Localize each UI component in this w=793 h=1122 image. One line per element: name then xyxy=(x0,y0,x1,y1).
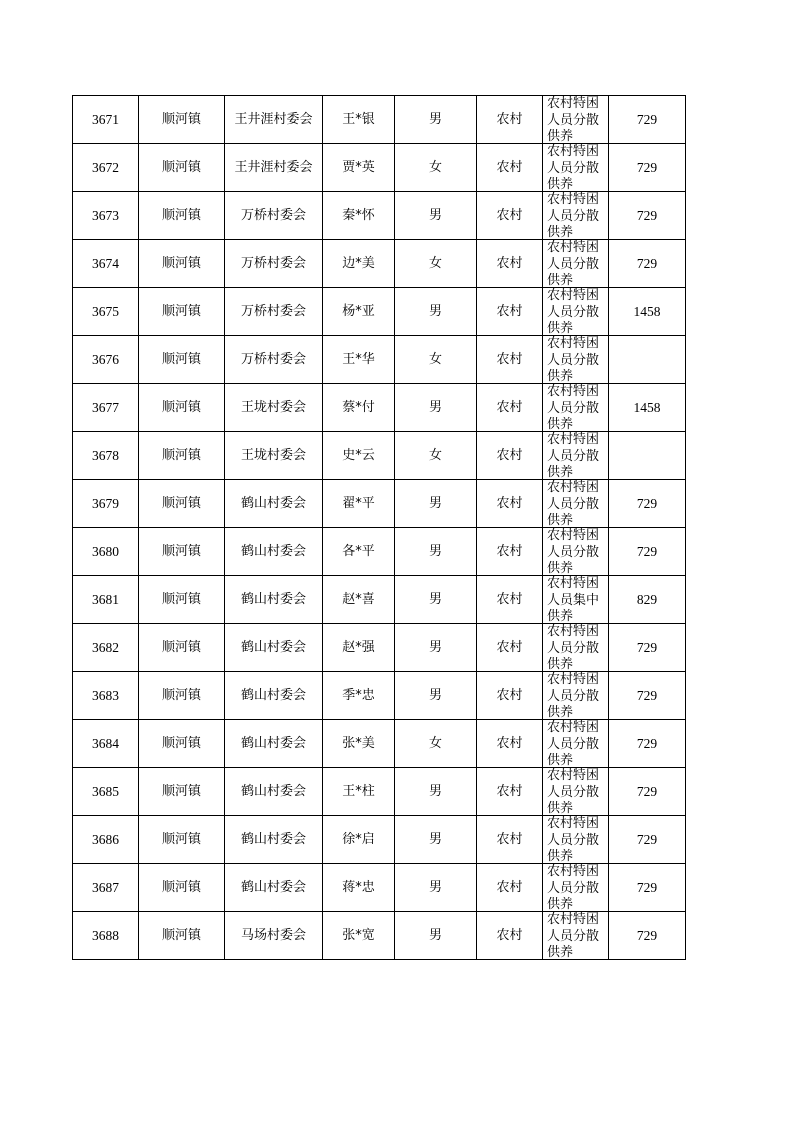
cell-village-committee: 鹤山村委会 xyxy=(225,768,323,816)
cell-person-name: 翟*平 xyxy=(323,480,395,528)
cell-gender: 女 xyxy=(395,240,477,288)
cell-gender: 男 xyxy=(395,912,477,960)
cell-amount: 1458 xyxy=(609,384,686,432)
table-row xyxy=(73,816,686,864)
support-type-text: 农村特困人员分散供养 xyxy=(547,816,600,863)
cell-gender: 男 xyxy=(395,528,477,576)
cell-serial-number: 3685 xyxy=(73,768,139,816)
cell-serial-number: 3679 xyxy=(73,480,139,528)
support-type-text: 农村特困人员分散供养 xyxy=(547,96,600,143)
support-type-text: 农村特困人员分散供养 xyxy=(547,432,600,479)
cell-area-type: 农村 xyxy=(477,144,543,192)
cell-serial-number: 3681 xyxy=(73,576,139,624)
cell-village-committee: 鹤山村委会 xyxy=(225,576,323,624)
cell-support-type xyxy=(543,912,609,960)
cell-person-name: 季*忠 xyxy=(323,672,395,720)
support-type-text: 农村特困人员分散供养 xyxy=(547,720,600,767)
cell-support-type xyxy=(543,864,609,912)
table-row xyxy=(73,480,686,528)
cell-gender: 男 xyxy=(395,480,477,528)
cell-amount: 729 xyxy=(609,864,686,912)
cell-serial-number: 3674 xyxy=(73,240,139,288)
cell-amount: 729 xyxy=(609,672,686,720)
cell-amount xyxy=(609,432,686,480)
cell-support-type xyxy=(543,288,609,336)
cell-village-committee: 鹤山村委会 xyxy=(225,480,323,528)
cell-person-name: 蒋*忠 xyxy=(323,864,395,912)
support-type-text: 农村特困人员分散供养 xyxy=(547,768,600,815)
cell-area-type: 农村 xyxy=(477,768,543,816)
cell-gender: 男 xyxy=(395,288,477,336)
cell-person-name: 边*美 xyxy=(323,240,395,288)
cell-town: 顺河镇 xyxy=(139,624,225,672)
support-type-text: 农村特困人员分散供养 xyxy=(547,624,600,671)
cell-serial-number: 3671 xyxy=(73,96,139,144)
cell-gender: 男 xyxy=(395,864,477,912)
cell-serial-number: 3673 xyxy=(73,192,139,240)
cell-village-committee: 万桥村委会 xyxy=(225,240,323,288)
support-type-text: 农村特困人员分散供养 xyxy=(547,336,600,383)
cell-serial-number: 3687 xyxy=(73,864,139,912)
cell-area-type: 农村 xyxy=(477,816,543,864)
cell-village-committee: 王井涯村委会 xyxy=(225,96,323,144)
cell-gender: 男 xyxy=(395,192,477,240)
cell-amount: 729 xyxy=(609,240,686,288)
cell-support-type xyxy=(543,432,609,480)
table-row xyxy=(73,288,686,336)
cell-serial-number: 3683 xyxy=(73,672,139,720)
cell-village-committee: 鹤山村委会 xyxy=(225,528,323,576)
cell-person-name: 赵*强 xyxy=(323,624,395,672)
support-type-text: 农村特困人员分散供养 xyxy=(547,672,600,719)
support-type-text: 农村特困人员分散供养 xyxy=(547,240,600,287)
cell-area-type: 农村 xyxy=(477,480,543,528)
cell-gender: 女 xyxy=(395,432,477,480)
cell-support-type xyxy=(543,816,609,864)
cell-town: 顺河镇 xyxy=(139,96,225,144)
cell-person-name: 张*宽 xyxy=(323,912,395,960)
cell-village-committee: 鹤山村委会 xyxy=(225,816,323,864)
cell-serial-number: 3677 xyxy=(73,384,139,432)
cell-village-committee: 鹤山村委会 xyxy=(225,624,323,672)
table-row xyxy=(73,672,686,720)
cell-town: 顺河镇 xyxy=(139,192,225,240)
cell-person-name: 张*美 xyxy=(323,720,395,768)
cell-village-committee: 王垅村委会 xyxy=(225,432,323,480)
cell-area-type: 农村 xyxy=(477,384,543,432)
support-type-text: 农村特困人员分散供养 xyxy=(547,384,600,431)
cell-gender: 男 xyxy=(395,624,477,672)
cell-village-committee: 万桥村委会 xyxy=(225,288,323,336)
records-table xyxy=(72,95,686,960)
table-row xyxy=(73,432,686,480)
cell-area-type: 农村 xyxy=(477,864,543,912)
cell-person-name: 蔡*付 xyxy=(323,384,395,432)
cell-town: 顺河镇 xyxy=(139,720,225,768)
cell-support-type xyxy=(543,624,609,672)
cell-amount: 729 xyxy=(609,720,686,768)
cell-person-name: 王*柱 xyxy=(323,768,395,816)
cell-amount: 729 xyxy=(609,816,686,864)
cell-town: 顺河镇 xyxy=(139,336,225,384)
cell-amount: 729 xyxy=(609,528,686,576)
cell-support-type xyxy=(543,480,609,528)
support-type-text: 农村特困人员分散供养 xyxy=(547,192,600,239)
cell-gender: 男 xyxy=(395,768,477,816)
cell-area-type: 农村 xyxy=(477,336,543,384)
cell-amount: 729 xyxy=(609,480,686,528)
cell-support-type xyxy=(543,528,609,576)
cell-amount: 1458 xyxy=(609,288,686,336)
cell-gender: 男 xyxy=(395,384,477,432)
cell-amount: 729 xyxy=(609,768,686,816)
support-type-text: 农村特困人员分散供养 xyxy=(547,144,600,191)
cell-village-committee: 马场村委会 xyxy=(225,912,323,960)
cell-serial-number: 3682 xyxy=(73,624,139,672)
cell-town: 顺河镇 xyxy=(139,768,225,816)
table-row xyxy=(73,240,686,288)
table-row xyxy=(73,96,686,144)
cell-area-type: 农村 xyxy=(477,240,543,288)
cell-town: 顺河镇 xyxy=(139,480,225,528)
cell-person-name: 王*华 xyxy=(323,336,395,384)
table-body xyxy=(73,96,686,960)
cell-town: 顺河镇 xyxy=(139,288,225,336)
cell-town: 顺河镇 xyxy=(139,528,225,576)
cell-gender: 女 xyxy=(395,336,477,384)
cell-serial-number: 3672 xyxy=(73,144,139,192)
cell-person-name: 史*云 xyxy=(323,432,395,480)
support-type-text: 农村特困人员分散供养 xyxy=(547,864,600,911)
table-row xyxy=(73,384,686,432)
cell-support-type xyxy=(543,576,609,624)
table-row xyxy=(73,768,686,816)
cell-area-type: 农村 xyxy=(477,576,543,624)
cell-town: 顺河镇 xyxy=(139,672,225,720)
cell-gender: 男 xyxy=(395,672,477,720)
cell-person-name: 赵*喜 xyxy=(323,576,395,624)
cell-amount xyxy=(609,336,686,384)
cell-serial-number: 3675 xyxy=(73,288,139,336)
support-type-text: 农村特困人员集中供养 xyxy=(547,576,600,623)
cell-support-type xyxy=(543,240,609,288)
cell-support-type xyxy=(543,96,609,144)
cell-amount: 729 xyxy=(609,624,686,672)
table-row xyxy=(73,912,686,960)
cell-serial-number: 3678 xyxy=(73,432,139,480)
cell-support-type xyxy=(543,768,609,816)
table-row xyxy=(73,576,686,624)
cell-area-type: 农村 xyxy=(477,528,543,576)
cell-person-name: 杨*亚 xyxy=(323,288,395,336)
cell-village-committee: 万桥村委会 xyxy=(225,336,323,384)
cell-serial-number: 3676 xyxy=(73,336,139,384)
cell-serial-number: 3686 xyxy=(73,816,139,864)
cell-town: 顺河镇 xyxy=(139,816,225,864)
cell-town: 顺河镇 xyxy=(139,912,225,960)
cell-area-type: 农村 xyxy=(477,288,543,336)
cell-village-committee: 鹤山村委会 xyxy=(225,864,323,912)
cell-town: 顺河镇 xyxy=(139,864,225,912)
table-row xyxy=(73,144,686,192)
support-type-text: 农村特困人员分散供养 xyxy=(547,528,600,575)
table-row xyxy=(73,192,686,240)
cell-serial-number: 3688 xyxy=(73,912,139,960)
table-row xyxy=(73,528,686,576)
cell-area-type: 农村 xyxy=(477,192,543,240)
cell-amount: 729 xyxy=(609,912,686,960)
cell-support-type xyxy=(543,672,609,720)
cell-person-name: 王*银 xyxy=(323,96,395,144)
cell-area-type: 农村 xyxy=(477,96,543,144)
cell-amount: 729 xyxy=(609,192,686,240)
cell-person-name: 秦*怀 xyxy=(323,192,395,240)
table-row xyxy=(73,720,686,768)
cell-village-committee: 王垅村委会 xyxy=(225,384,323,432)
cell-town: 顺河镇 xyxy=(139,384,225,432)
cell-gender: 男 xyxy=(395,576,477,624)
cell-gender: 男 xyxy=(395,816,477,864)
cell-village-committee: 万桥村委会 xyxy=(225,192,323,240)
cell-town: 顺河镇 xyxy=(139,144,225,192)
cell-support-type xyxy=(543,144,609,192)
support-type-text: 农村特困人员分散供养 xyxy=(547,912,600,959)
cell-amount: 729 xyxy=(609,144,686,192)
cell-gender: 女 xyxy=(395,144,477,192)
cell-support-type xyxy=(543,384,609,432)
table-row xyxy=(73,864,686,912)
cell-town: 顺河镇 xyxy=(139,240,225,288)
cell-serial-number: 3680 xyxy=(73,528,139,576)
cell-support-type xyxy=(543,192,609,240)
support-type-text: 农村特困人员分散供养 xyxy=(547,288,600,335)
cell-area-type: 农村 xyxy=(477,720,543,768)
table-row xyxy=(73,336,686,384)
cell-village-committee: 鹤山村委会 xyxy=(225,672,323,720)
cell-person-name: 徐*启 xyxy=(323,816,395,864)
cell-support-type xyxy=(543,336,609,384)
cell-village-committee: 王井涯村委会 xyxy=(225,144,323,192)
cell-support-type xyxy=(543,720,609,768)
cell-person-name: 贾*英 xyxy=(323,144,395,192)
cell-area-type: 农村 xyxy=(477,624,543,672)
cell-village-committee: 鹤山村委会 xyxy=(225,720,323,768)
cell-amount: 829 xyxy=(609,576,686,624)
cell-gender: 女 xyxy=(395,720,477,768)
cell-town: 顺河镇 xyxy=(139,432,225,480)
cell-area-type: 农村 xyxy=(477,912,543,960)
cell-serial-number: 3684 xyxy=(73,720,139,768)
cell-gender: 男 xyxy=(395,96,477,144)
cell-area-type: 农村 xyxy=(477,672,543,720)
table-row xyxy=(73,624,686,672)
cell-area-type: 农村 xyxy=(477,432,543,480)
cell-person-name: 各*平 xyxy=(323,528,395,576)
cell-town: 顺河镇 xyxy=(139,576,225,624)
cell-amount: 729 xyxy=(609,96,686,144)
support-type-text: 农村特困人员分散供养 xyxy=(547,480,600,527)
